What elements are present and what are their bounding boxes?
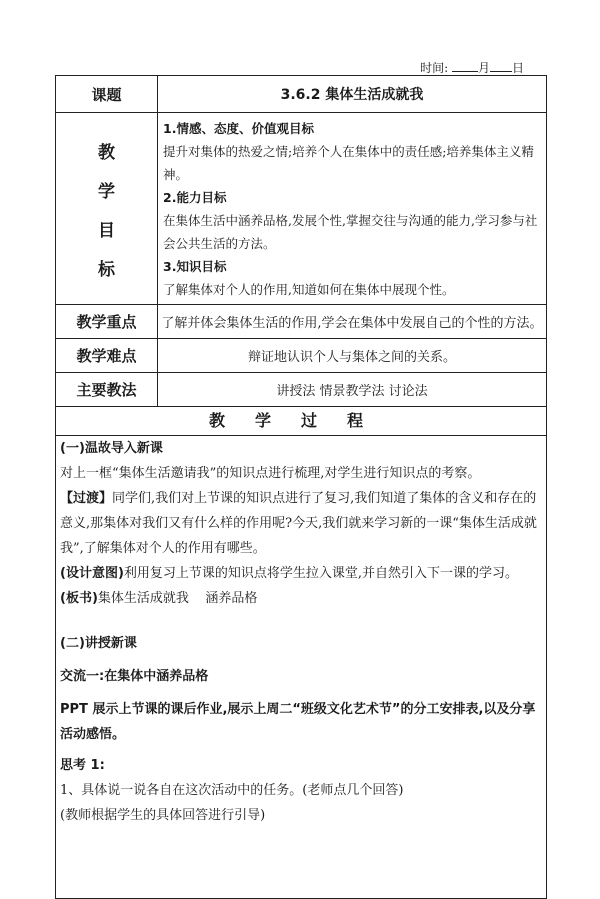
ppt-paragraph: PPT 展示上节课的课后作业,展示上周二“班级文化艺术节”的分工安排表,以及分享活动感悟。 (60, 702, 536, 742)
topic-row (56, 76, 547, 113)
method-label: 主要教法 (56, 373, 158, 407)
question-1: 1、具体说一说各自在这次活动中的任务。(老师点几个回答) (60, 783, 404, 798)
month-blank (452, 61, 478, 72)
goal-text: 在集体生活中涵养品格,发展个性,掌握交往与沟通的能力,学习参与社会公共生活的方法。 (163, 213, 538, 251)
section1-paragraph: 对上一框“集体生活邀请我”的知识点进行梳理,对学生进行知识点的考察。 (60, 466, 481, 481)
date-label: 时间: (420, 61, 449, 75)
method-row (56, 373, 547, 407)
goal-heading: 1.情感、态度、价值观目标 (163, 121, 314, 136)
transition-tag: 【过渡】 (60, 491, 113, 506)
process-title-row (56, 407, 547, 436)
think1-title: 思考 1: (60, 758, 105, 773)
transition-text: 同学们,我们对上节课的知识点进行了复习,我们知道了集体的含义和存在的意义,那集体对我们又有什么样的作用呢?今天,我们就来学习新的一课“集体生活成就我”,了解集体对个人的作用有哪些。 (60, 491, 537, 556)
exchange1-title: 交流一:在集体中涵养品格 (60, 669, 209, 684)
board-paragraph (60, 586, 542, 611)
topic-value-cell (158, 76, 547, 113)
difficulty-label: 教学难点 (56, 339, 158, 373)
goals-label (56, 113, 158, 305)
goals-content (158, 113, 547, 305)
goal-text: 了解集体对个人的作用,知道如何在集体中展现个性。 (163, 282, 455, 297)
spacer (60, 611, 542, 631)
board-tag: (板书) (60, 591, 98, 606)
goals-label-char: 教 (98, 142, 115, 163)
method-value: 讲授法 情景教学法 讨论法 (158, 373, 547, 407)
goal-heading: 3.知识目标 (163, 259, 227, 274)
design-text: 利用复习上节课的知识点将学生拉入课堂,并自然引入下一课的学习。 (123, 566, 519, 581)
section2-title: (二)讲授新课 (60, 636, 137, 651)
goals-label-char: 目 (98, 220, 115, 241)
key-value: 了解并体会集体生活的作用,学会在集体中发展自己的个性的方法。 (158, 305, 547, 339)
goal-heading: 2.能力目标 (163, 190, 227, 205)
section1-title: (一)温故导入新课 (60, 441, 163, 456)
key-row (56, 305, 547, 339)
day-blank (490, 61, 512, 72)
lesson-plan-table (55, 75, 547, 899)
topic-value: 3.6.2 集体生活成就我 (280, 87, 424, 103)
design-tag: (设计意图) (60, 566, 124, 581)
transition-paragraph (60, 486, 542, 561)
goals-label-char: 学 (98, 181, 115, 202)
goal-text: 提升对集体的热爱之情;培养个人在集体中的责任感;培养集体主义精神。 (163, 144, 534, 182)
day-label: 日 (511, 61, 524, 75)
process-body (56, 436, 547, 899)
question-1-note: (教师根据学生的具体回答进行引导) (60, 808, 266, 823)
goals-row (56, 113, 547, 305)
board-text: 集体生活成就我 涵养品格 (97, 591, 258, 606)
date-line (420, 59, 524, 76)
month-label: 月 (477, 61, 490, 75)
spacer (60, 689, 542, 697)
spacer (60, 656, 542, 664)
key-label: 教学重点 (56, 305, 158, 339)
design-paragraph (60, 561, 542, 586)
topic-label: 课题 (56, 76, 158, 113)
process-title: 教学过程 (56, 407, 547, 436)
goals-label-char: 标 (98, 259, 115, 280)
process-body-row (56, 436, 547, 899)
difficulty-row (56, 339, 547, 373)
difficulty-value: 辩证地认识个人与集体之间的关系。 (158, 339, 547, 373)
